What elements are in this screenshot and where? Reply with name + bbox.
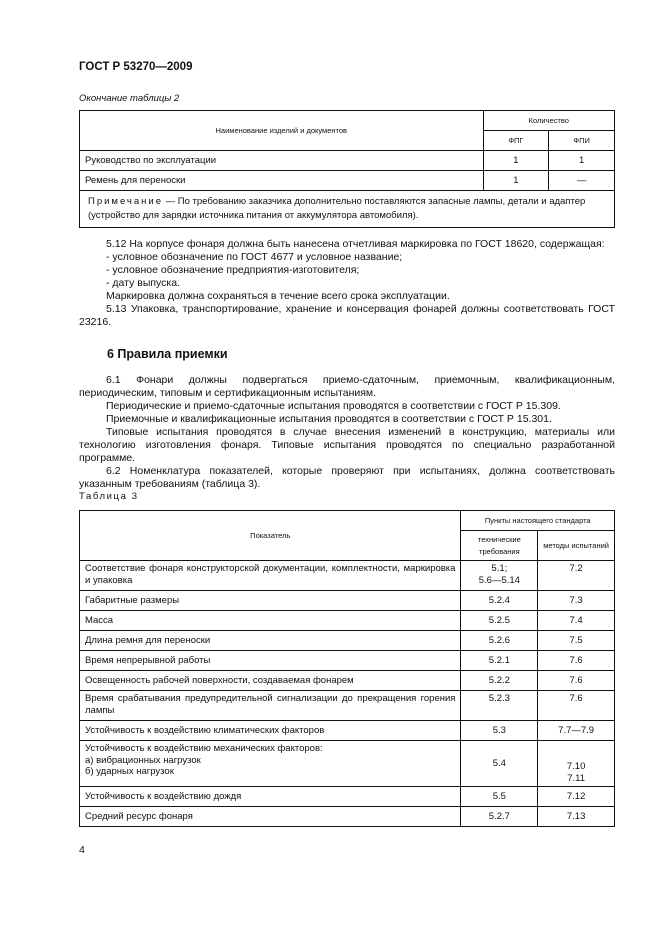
table-row <box>80 691 615 721</box>
table2-note-row <box>80 191 615 228</box>
table3-cell-method: 7.13 <box>538 807 615 827</box>
table3-cell-req: 5.2.1 <box>461 651 538 671</box>
table3-cell-name: Время непрерывной работы <box>80 651 461 671</box>
table3-caption: Таблица 3 <box>79 491 139 502</box>
table3-subheader-methods: методы испытаний <box>538 531 615 561</box>
table2-cell-name: Ремень для переноски <box>80 171 484 191</box>
table2-caption: Окончание таблицы 2 <box>79 93 180 104</box>
table-row <box>80 807 615 827</box>
table3-cell-method: 7.10 7.11 <box>538 741 615 787</box>
section6-paragraphs <box>79 374 615 491</box>
table3-cell-method: 7.3 <box>538 591 615 611</box>
paragraph: 6.2 Номенклатура показателей, которые проверяют при испытаниях, должна соответствовать указанным требованиям (таблица 3). <box>79 465 615 490</box>
table3-cell-req: 5.1; 5.6—5.14 <box>461 561 538 591</box>
table-row <box>80 631 615 651</box>
table3-cell-name: Устойчивость к воздействию климатических факторов <box>80 721 461 741</box>
table-row <box>80 671 615 691</box>
table3-cell-req: 5.5 <box>461 787 538 807</box>
table3-header-points: Пункты настоящего стандарта <box>461 511 615 531</box>
table-row <box>80 561 615 591</box>
table-row <box>80 611 615 631</box>
table3-cell-method: 7.2 <box>538 561 615 591</box>
section5-paragraphs <box>79 238 615 329</box>
table3-cell-req: 5.2.4 <box>461 591 538 611</box>
table3-cell-name: Время срабатывания предупредительной сигнализации до прекращения горения лампы <box>80 691 461 721</box>
table3-cell-name: Длина ремня для переноски <box>80 631 461 651</box>
table-2 <box>79 110 615 228</box>
table3-cell-method: 7.4 <box>538 611 615 631</box>
table3-cell-req: 5.2.6 <box>461 631 538 651</box>
table2-cell-name: Руководство по эксплуатации <box>80 151 484 171</box>
table2-subheader-fpi: ФПИ <box>549 131 615 151</box>
table3-cell-method: 7.6 <box>538 671 615 691</box>
table-3 <box>79 510 615 827</box>
table3-cell-name: Устойчивость к воздействию дождя <box>80 787 461 807</box>
paragraph: Маркировка должна сохраняться в течение всего срока эксплуатации. <box>106 290 450 302</box>
table3-cell-req: 5.2.7 <box>461 807 538 827</box>
paragraph: - условное обозначение предприятия-изготовителя; <box>106 264 360 276</box>
table3-cell-name: Устойчивость к воздействию механических факторов: а) вибрационных нагрузок б) ударных нагрузок <box>80 741 461 787</box>
table2-header-qty: Количество <box>483 111 614 131</box>
table3-cell-name: Габаритные размеры <box>80 591 461 611</box>
table3-cell-req: 5.2.3 <box>461 691 538 721</box>
table-row <box>80 741 615 787</box>
table3-cell-method: 7.12 <box>538 787 615 807</box>
table3-cell-method: 7.7—7.9 <box>538 721 615 741</box>
table3-cell-req: 5.3 <box>461 721 538 741</box>
table2-cell-fpg: 1 <box>483 151 549 171</box>
table-row <box>80 721 615 741</box>
table3-subheader-req: технические требования <box>461 531 538 561</box>
table3-cell-name: Освещенность рабочей поверхности, создаваемая фонарем <box>80 671 461 691</box>
table3-cell-req: 5.2.5 <box>461 611 538 631</box>
table3-cell-req: 5.4 <box>461 741 538 787</box>
table3-cell-method: 7.5 <box>538 631 615 651</box>
paragraph: Типовые испытания проводятся в случае внесения изменений в конструкцию, материалы или технологию изготовления фонаря. Типовые испытания проводятся по специально разработанной программе. <box>79 426 615 464</box>
paragraph: - условное обозначение по ГОСТ 4677 и условное название; <box>106 251 403 263</box>
table2-cell-fpi: 1 <box>549 151 615 171</box>
table2-cell-fpi: — <box>549 171 615 191</box>
section-title: 6 Правила приемки <box>107 347 228 361</box>
note-text: — По требованию заказчика дополнительно поставляются запасные лампы, детали и адаптер (устройство для зарядки источника питания от аккумулятора автомобиля). <box>88 196 586 221</box>
paragraph: Периодические и приемо-сдаточные испытания проводятся в соответствии с ГОСТ Р 15.309. <box>106 400 561 412</box>
table3-cell-req: 5.2.2 <box>461 671 538 691</box>
paragraph: Приемочные и квалификационные испытания проводятся в соответствии с ГОСТ Р 15.301. <box>106 413 552 425</box>
paragraph: 5.12 На корпусе фонаря должна быть нанесена отчетливая маркировка по ГОСТ 18620, содержащая: <box>106 238 605 250</box>
note-label: Примечание <box>88 196 163 207</box>
table2-subheader-fpg: ФПГ <box>483 131 549 151</box>
table3-cell-name: Средний ресурс фонаря <box>80 807 461 827</box>
document-header: ГОСТ Р 53270—2009 <box>79 61 193 73</box>
paragraph: - дату выпуска. <box>106 277 181 289</box>
page-number: 4 <box>79 844 85 856</box>
table-row <box>80 591 615 611</box>
table2-cell-fpg: 1 <box>483 171 549 191</box>
table2-header-name: Наименование изделий и документов <box>80 111 484 151</box>
table-row <box>80 171 615 191</box>
table3-cell-name: Соответствие фонаря конструкторской документации, комплектности, маркировка и упаковка <box>80 561 461 591</box>
table3-header-indicator: Показатель <box>80 511 461 561</box>
paragraph: 5.13 Упаковка, транспортирование, хранение и консервация фонарей должны соответствовать ГОСТ 23216. <box>79 303 615 328</box>
table-row <box>80 787 615 807</box>
paragraph: 6.1 Фонари должны подвергаться приемо-сдаточным, приемочным, квалификационным, периодическим, типовым и сертификационным испытаниям. <box>79 374 615 399</box>
table-row <box>80 151 615 171</box>
table3-cell-name: Масса <box>80 611 461 631</box>
table3-cell-method: 7.6 <box>538 651 615 671</box>
table2-note <box>80 191 615 228</box>
table3-cell-method: 7.6 <box>538 691 615 721</box>
table-row <box>80 651 615 671</box>
